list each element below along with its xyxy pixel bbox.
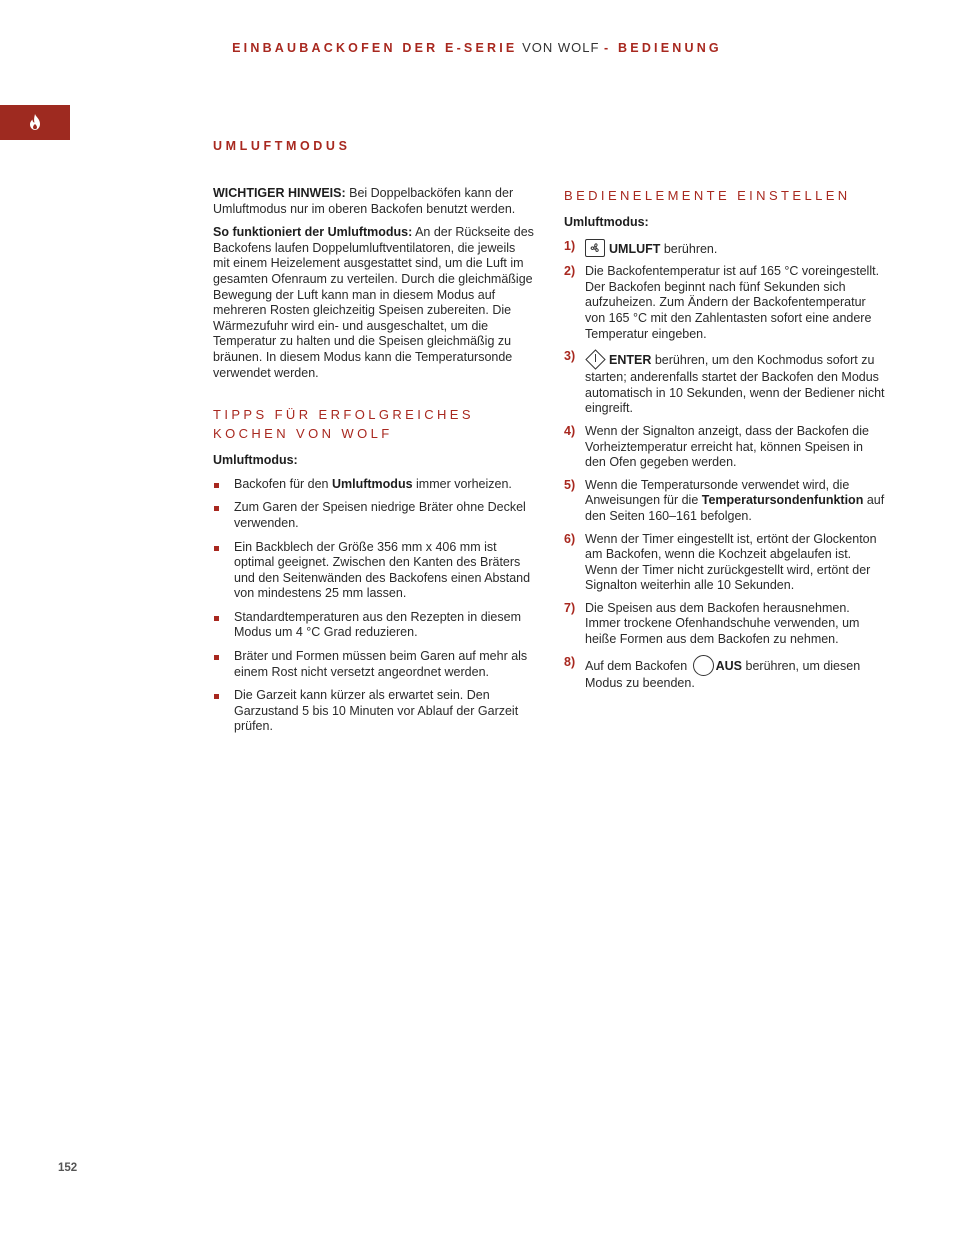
step-item: 6) Wenn der Timer eingestellt ist, ertönt der Glockenton am Backofen, wenn die Kochzeit abgelaufen ist. Wenn der Timer nicht zurückgestellt wird, ertönt der Signalton weiterhin alle 10 Sekunden. <box>564 531 877 593</box>
flame-icon <box>29 114 41 130</box>
bullet-icon <box>214 546 219 551</box>
page-number: 152 <box>58 1162 78 1174</box>
controls-heading: BEDIENELEMENTE EINSTELLEN <box>564 188 851 203</box>
bullet-icon <box>214 655 219 660</box>
list-item: Bräter und Formen müssen beim Garen auf mehr als einem Rost nicht versetzt angeordnet werden. <box>213 649 535 680</box>
bullet-icon <box>214 616 219 621</box>
how-it-works <box>213 225 535 381</box>
header-title: EINBAUBACKOFEN DER E-SERIE <box>232 41 518 55</box>
left-column <box>213 186 535 743</box>
important-note <box>213 186 535 217</box>
step-item: 4) Wenn der Signalton anzeigt, dass der Backofen die Vorheiztemperatur erreicht hat, können Speisen in den Ofen gegeben werden. <box>564 423 869 470</box>
step-item: 2) Die Backofentemperatur ist auf 165 °C voreingestellt. Der Backofen beginnt nach fünf Sekunden sich aufzuheizen. Zum Ändern der Backofentemperatur von 165 °C mit den Zahlentasten sofort eine andere Temperatur eingeben. <box>564 264 880 341</box>
controls-label: Umluftmodus: <box>564 215 649 229</box>
list-item: Standardtemperaturen aus den Rezepten in diesem Modus um 4 °C Grad reduzieren. <box>213 610 535 641</box>
steps-list <box>564 239 886 692</box>
note-text: Bei Doppelbacköfen kann der Umluftmodus nur im oberen Backofen benutzt werden. <box>213 186 516 216</box>
off-key-icon <box>693 655 714 676</box>
enter-key-icon <box>585 349 606 370</box>
step-item: 8) Auf dem Backofen AUS berühren, um diesen Modus zu beenden. <box>564 654 861 690</box>
section-tab <box>0 105 70 140</box>
bullet-icon <box>214 694 219 699</box>
section-title: UMLUFTMODUS <box>213 139 351 153</box>
list-item: Zum Garen der Speisen niedrige Bräter ohne Deckel verwenden. <box>213 500 535 531</box>
page-header <box>0 40 954 55</box>
step-item: 5) Wenn die Temperatursonde verwendet wird, die Anweisungen für die Temperatursondenfunktion auf den Seiten 160–161 befolgen. <box>564 477 885 523</box>
bullet-icon <box>214 506 219 511</box>
right-column <box>564 186 886 698</box>
note-label: WICHTIGER HINWEIS: <box>213 186 346 200</box>
bullet-icon <box>214 483 219 488</box>
how-text: An der Rückseite des Backofens laufen Doppelumluftventilatoren, die jeweils mit einem Heizelement ausgestattet sind, um die Luft im gesamten Ofenraum zu verteilen. Durch die gleichmäßige Bewegung der Luft kann man in diesem Modus auf mehreren Rosten gleichzeitig Speisen zubereiten. Die Wärmezufuhr wird ein- und ausgeschaltet, um die Temperatur zu halten und die Speisen gleichmäßig zu bräunen. In diesem Modus kann die Temperatursonde verwendet werden. <box>213 225 534 380</box>
step-item: 7) Die Speisen aus dem Backofen herausnehmen. Immer trockene Ofenhandschuhe verwenden, um heiße Formen aus dem Backofen zu nehmen. <box>564 600 860 647</box>
list-item: Die Garzeit kann kürzer als erwartet sein. Den Garzustand 5 bis 10 Minuten vor Ablauf der Garzeit prüfen. <box>213 688 535 735</box>
step-item: 1) UMLUFT berühren. <box>564 238 718 256</box>
tips-label: Umluftmodus: <box>213 453 298 468</box>
fan-key-icon <box>585 239 605 257</box>
tips-list <box>213 477 535 735</box>
step-item: 3) ENTER berühren, um den Kochmodus sofort zu starten; anderenfalls startet der Backofen den Modus automatisch in 10 Sekunden, wenn der Bediener nicht eingreift. <box>564 349 885 416</box>
list-item: Ein Backblech der Größe 356 mm x 406 mm ist optimal geeignet. Zwischen den Kanten des Bräters und den Seitenwänden des Backofens einen Abstand von mindestens 25 mm lassen. <box>213 540 535 602</box>
tips-heading: TIPPS FÜR ERFOLGREICHES KOCHEN VON WOLF <box>213 407 474 442</box>
header-section: - BEDIENUNG <box>604 41 722 55</box>
header-brand: VON WOLF <box>517 40 605 55</box>
list-item: Backofen für den Umluftmodus immer vorheizen. <box>213 477 535 493</box>
how-label: So funktioniert der Umluftmodus: <box>213 225 413 240</box>
